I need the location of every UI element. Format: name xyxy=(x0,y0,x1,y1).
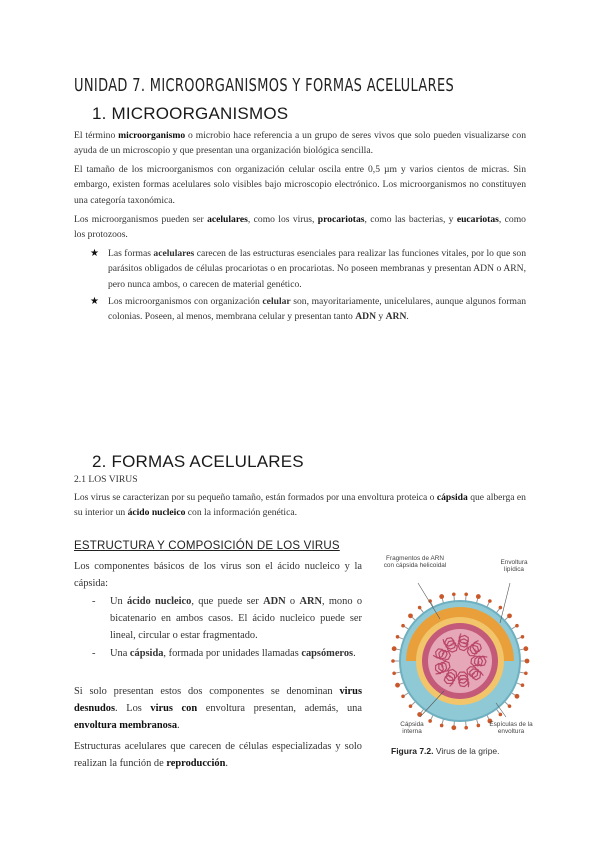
spike-head xyxy=(417,712,422,717)
spike-head xyxy=(508,704,512,708)
list-item-nucleic-acid: - Un ácido nucleico, que puede ser ADN o ARN, mono o bicatenario en ambos casos. El ácido nucleico puede ser lineal, circular o estar fragmentado. xyxy=(92,596,363,641)
bullet-acelulares: ★ Las formas acelulares carecen de las estructuras esenciales para realizar las funciones vitales, por lo que son parásitos obligados de células procariotas o en procariotas. No poseen membranas y presentan ADN o ARN, pero nunca ambos, o carecen de material genético. xyxy=(90,248,526,290)
spike-head xyxy=(409,704,413,708)
label-envoltura: Envoltura lipídica xyxy=(500,559,528,574)
influenza-virus-diagram xyxy=(388,553,538,743)
spike-head xyxy=(464,726,468,730)
section1-paragraph-3: Los microorganismos pueden ser acelulares, como los virus, procariotas, como las bacterias, y eucariotas, como los protozoos. xyxy=(74,214,526,241)
spike-head xyxy=(392,672,396,676)
star-bullet-icon: ★ xyxy=(90,296,99,307)
spike-head xyxy=(523,646,528,651)
virus-figure xyxy=(383,553,538,743)
spike-head xyxy=(521,635,525,639)
spike-head xyxy=(515,624,519,628)
spike-head xyxy=(391,659,395,663)
section1-paragraph-1: El término microorganismo o microbio hace referencia a un grupo de seres vivos que solo pueden visualizarse con ayuda de un microscopio y que presentan una organización biológica sencilla. xyxy=(74,130,526,157)
section2-paragraph-1: Los virus se caracterizan por su pequeño tamaño, están formados por una envoltura proteica o cápsida que alberga en su interior un ácido nucleico con la información genética. xyxy=(74,492,526,519)
spike-head xyxy=(476,594,481,599)
spike-head xyxy=(452,592,456,596)
spike-head xyxy=(499,606,503,610)
section1-paragraph-2: El tamaño de los microorganismos con organización celular oscila entre 0,5 µm y varios cientos de micras. Sin embargo, existen formas acelulares solo visibles bajo microscopio electrónico. Los microorganismos no constituyen una categoría taxonómica. xyxy=(74,164,526,206)
spike-head xyxy=(477,724,481,728)
bullet-celular: ★ Los microorganismos con organización celular son, mayoritariamente, unicelulares, aunque algunos forman colonias. Poseen, al menos, membrana celular y presentan tanto ADN y ARN. xyxy=(90,296,526,323)
spike-head xyxy=(401,624,405,628)
figure-caption: Figura 7.2. Virus de la gripe. xyxy=(391,746,500,756)
spike-head xyxy=(488,599,492,603)
spike-head xyxy=(440,724,444,728)
spike-head xyxy=(507,613,512,618)
star-bullet-icon: ★ xyxy=(90,248,99,259)
spike-head xyxy=(418,606,422,610)
spike-head xyxy=(524,672,528,676)
spike-head xyxy=(392,646,397,651)
spike-head xyxy=(451,725,456,730)
list-item-capsid: - Una cápsida, formada por unidades llamadas capsómeros. xyxy=(92,648,356,659)
spike-head xyxy=(499,713,503,717)
label-espiculas: Espículas de la envoltura xyxy=(489,721,533,736)
section1-heading: 1. MICROORGANISMOS xyxy=(92,104,289,123)
spike-head xyxy=(408,613,413,618)
subsection-title: 2.1 LOS VIRUS xyxy=(74,474,138,485)
label-capsida: Cápsida interna xyxy=(400,721,424,736)
structure-paragraph-3: Estructuras acelulares que carecen de células especializadas y solo realizan la función de reproducción. xyxy=(74,741,362,769)
spike-head xyxy=(439,594,444,599)
section2-heading: 2. FORMAS ACELULARES xyxy=(92,452,304,471)
structure-paragraph-2: Si solo presentan estos dos componentes se denominan virus desnudos. Los virus con envoltura presentan, además, una envoltura membranosa. xyxy=(74,686,362,731)
structure-heading: ESTRUCTURA Y COMPOSICIÓN DE LOS VIRUS xyxy=(74,540,340,552)
spike-head xyxy=(525,659,530,664)
spike-head xyxy=(401,694,405,698)
label-arn: Fragmentos de ARN con cápsida helicoidal xyxy=(383,555,447,570)
unit-title: UNIDAD 7. MICROORGANISMOS Y FORMAS ACELULARES xyxy=(74,75,455,96)
spike-head xyxy=(395,683,400,688)
spike-head xyxy=(396,635,400,639)
spike-head xyxy=(521,683,525,687)
structure-intro: Los componentes básicos de los virus son el ácido nucleico y la cápsida: xyxy=(74,561,362,589)
spike-head xyxy=(464,592,468,596)
spike-head xyxy=(515,694,520,699)
